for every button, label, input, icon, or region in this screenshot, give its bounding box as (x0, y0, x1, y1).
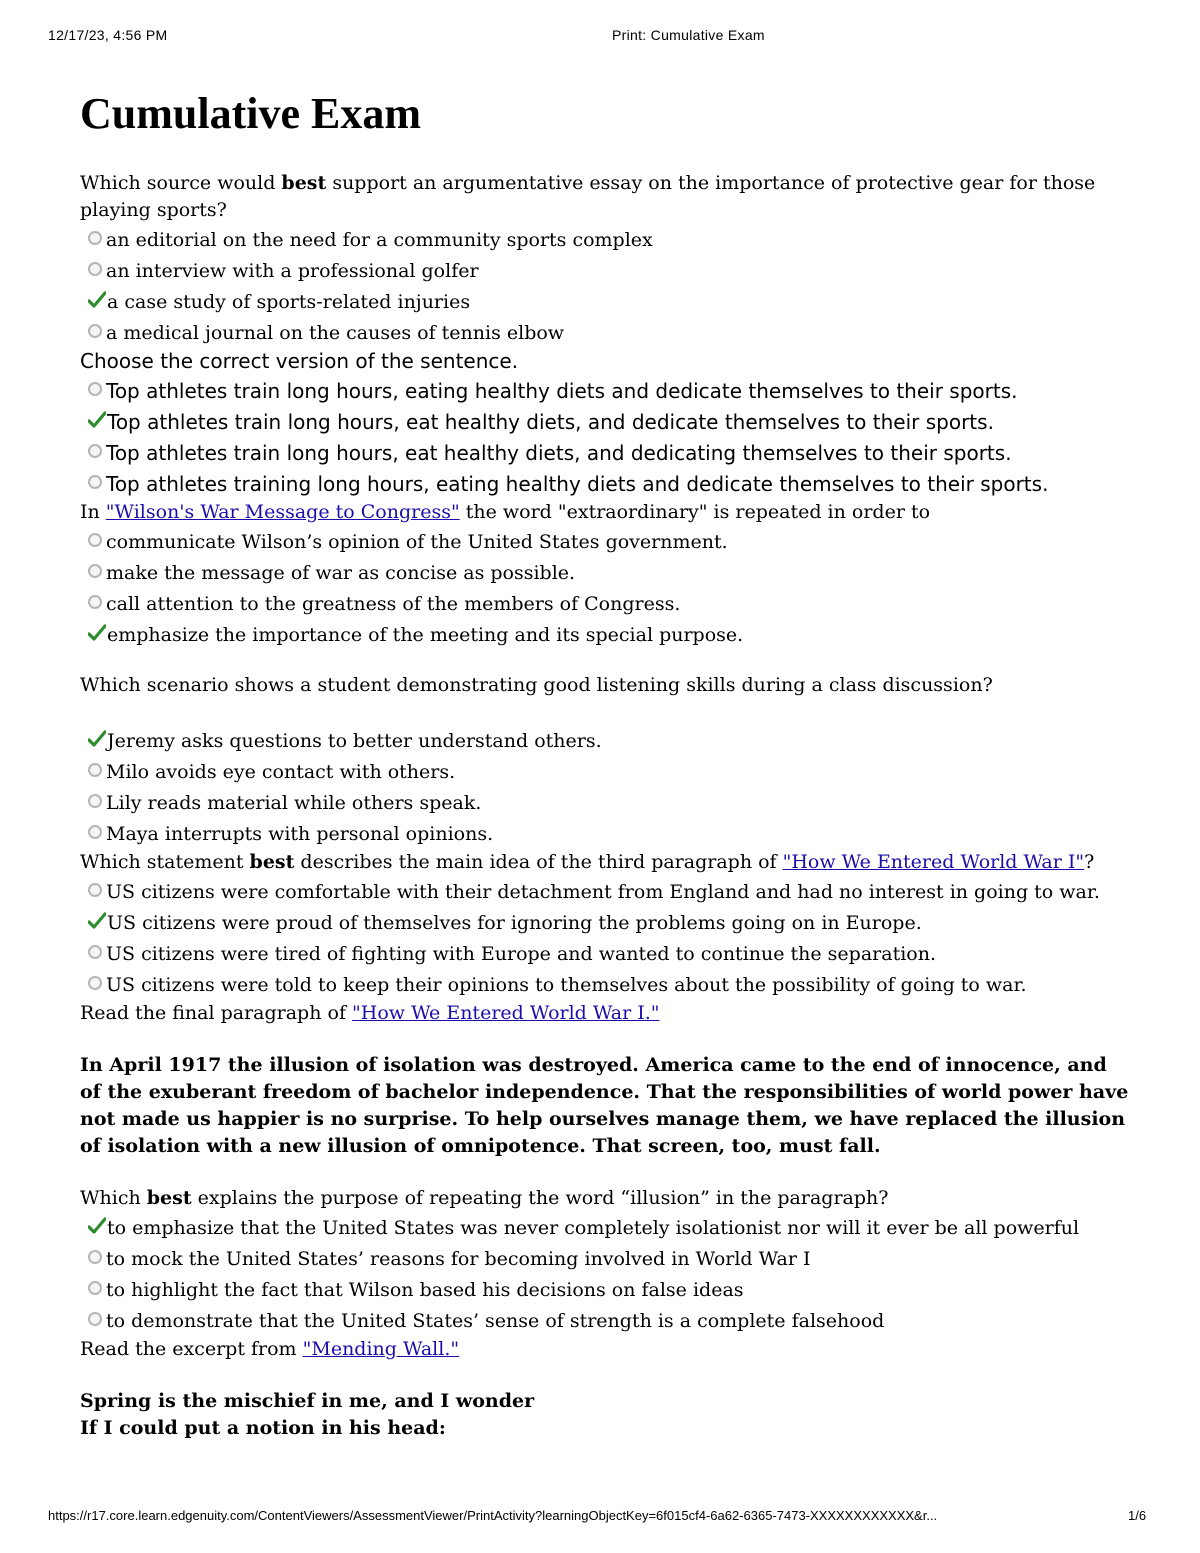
checkmark-icon (88, 1217, 106, 1235)
answer-option-correct[interactable]: Jeremy asks questions to better understand others. (88, 725, 1130, 756)
answer-option-correct[interactable]: Top athletes train long hours, eat healthy diets, and dedicate themselves to their sports. (88, 406, 1130, 437)
radio-unselected-icon (88, 1281, 102, 1295)
passage-excerpt: In April 1917 the illusion of isolation was destroyed. America came to the end of innocence, and of the exuberant freedom of bachelor independence. That the responsibilities of world power have not made us happier is no surprise. To help ourselves manage them, we have replaced the illusion of isolation with a new illusion of omnipotence. That screen, too, must fall. (80, 1054, 1129, 1157)
radio-unselected-icon (88, 231, 102, 245)
print-datetime: 12/17/23, 4:56 PM (48, 27, 168, 43)
answer-option[interactable]: Top athletes training long hours, eating healthy diets and dedicate themselves to their sports. (88, 468, 1130, 499)
question-prompt: In "Wilson's War Message to Congress" the word "extraordinary" is repeated in order to (80, 501, 931, 523)
answer-option[interactable]: an interview with a professional golfer (88, 255, 1130, 286)
question-prompt: Which source would best support an argumentative essay on the importance of protective gear for those playing sports? (80, 172, 1096, 221)
answer-option[interactable]: call attention to the greatness of the members of Congress. (88, 588, 1130, 619)
answer-option[interactable]: to mock the United States’ reasons for becoming involved in World War I (88, 1243, 1130, 1274)
radio-unselected-icon (88, 794, 102, 808)
checkmark-icon (88, 291, 106, 309)
radio-unselected-icon (88, 324, 102, 338)
radio-unselected-icon (88, 976, 102, 990)
answer-option-correct[interactable]: US citizens were proud of themselves for ignoring the problems going on in Europe. (88, 907, 1130, 938)
radio-unselected-icon (88, 825, 102, 839)
page-number: 1/6 (1128, 1508, 1147, 1523)
answer-option[interactable]: communicate Wilson’s opinion of the United States government. (88, 526, 1130, 557)
checkmark-icon (88, 730, 106, 748)
question-7 (80, 1336, 1130, 1442)
answer-option[interactable]: US citizens were comfortable with their detachment from England and had no interest in going to war. (88, 876, 1130, 907)
checkmark-icon (88, 411, 106, 429)
print-page-title: Print: Cumulative Exam (612, 27, 765, 43)
answer-option-correct[interactable]: a case study of sports-related injuries (88, 286, 1130, 317)
radio-unselected-icon (88, 262, 102, 276)
wilson-war-message-link[interactable]: "Wilson's War Message to Congress" (105, 501, 460, 523)
question-prompt: Which scenario shows a student demonstrating good listening skills during a class discussion? (80, 674, 993, 696)
answer-option[interactable]: an editorial on the need for a community sports complex (88, 224, 1130, 255)
radio-unselected-icon (88, 382, 102, 396)
poem-line: If I could put a notion in his head: (80, 1417, 446, 1439)
answer-option[interactable]: Lily reads material while others speak. (88, 787, 1130, 818)
answer-option[interactable]: Milo avoids eye contact with others. (88, 756, 1130, 787)
read-instruction: Read the excerpt from "Mending Wall." (80, 1338, 460, 1360)
radio-unselected-icon (88, 883, 102, 897)
read-instruction: Read the final paragraph of "How We Entered World War I." (80, 1002, 660, 1024)
question-3 (80, 499, 1130, 650)
answer-option[interactable]: a medical journal on the causes of tennis elbow (88, 317, 1130, 348)
checkmark-icon (88, 624, 106, 642)
answer-option[interactable]: US citizens were told to keep their opinions to themselves about the possibility of going to war. (88, 969, 1130, 1000)
question-prompt: Which best explains the purpose of repeating the word “illusion” in the paragraph? (80, 1187, 889, 1209)
question-4 (80, 672, 1130, 849)
exam-content (80, 88, 1130, 1442)
answer-option-correct[interactable]: to emphasize that the United States was never completely isolationist nor will it ever be all powerful (88, 1212, 1130, 1243)
answer-option-correct[interactable]: emphasize the importance of the meeting and its special purpose. (88, 619, 1130, 650)
question-6 (80, 1000, 1130, 1336)
answer-option[interactable]: make the message of war as concise as possible. (88, 557, 1130, 588)
answer-option[interactable]: Top athletes train long hours, eating healthy diets and dedicate themselves to their sports. (88, 375, 1130, 406)
checkmark-icon (88, 912, 106, 930)
question-prompt: Choose the correct version of the sentence. (80, 349, 519, 373)
question-2 (80, 348, 1130, 499)
radio-unselected-icon (88, 1312, 102, 1326)
mending-wall-link[interactable]: "Mending Wall." (302, 1338, 460, 1360)
answer-option[interactable]: Maya interrupts with personal opinions. (88, 818, 1130, 849)
question-1 (80, 170, 1130, 348)
answer-option[interactable]: to demonstrate that the United States’ sense of strength is a complete falsehood (88, 1305, 1130, 1336)
answer-option[interactable]: Top athletes train long hours, eat healthy diets, and dedicating themselves to their sports. (88, 437, 1130, 468)
radio-unselected-icon (88, 564, 102, 578)
radio-unselected-icon (88, 1250, 102, 1264)
radio-unselected-icon (88, 595, 102, 609)
print-url: https://r17.core.learn.edgenuity.com/ContentViewers/AssessmentViewer/PrintActivity?learningObjectKey=6f015cf4-6a62-6365-7473-XXXXXXXXXXXX&r... (48, 1508, 938, 1523)
radio-unselected-icon (88, 533, 102, 547)
question-5 (80, 849, 1130, 1000)
radio-unselected-icon (88, 475, 102, 489)
answer-option[interactable]: to highlight the fact that Wilson based his decisions on false ideas (88, 1274, 1130, 1305)
radio-unselected-icon (88, 945, 102, 959)
how-we-entered-ww1-link[interactable]: "How We Entered World War I" (782, 851, 1085, 873)
radio-unselected-icon (88, 763, 102, 777)
poem-line: Spring is the mischief in me, and I wonder (80, 1390, 535, 1412)
how-we-entered-ww1-link[interactable]: "How We Entered World War I." (352, 1002, 660, 1024)
page-title: Cumulative Exam (80, 89, 421, 138)
answer-option[interactable]: US citizens were tired of fighting with Europe and wanted to continue the separation. (88, 938, 1130, 969)
radio-unselected-icon (88, 444, 102, 458)
question-prompt: Which statement best describes the main idea of the third paragraph of "How We Entered World War I"? (80, 851, 1095, 873)
